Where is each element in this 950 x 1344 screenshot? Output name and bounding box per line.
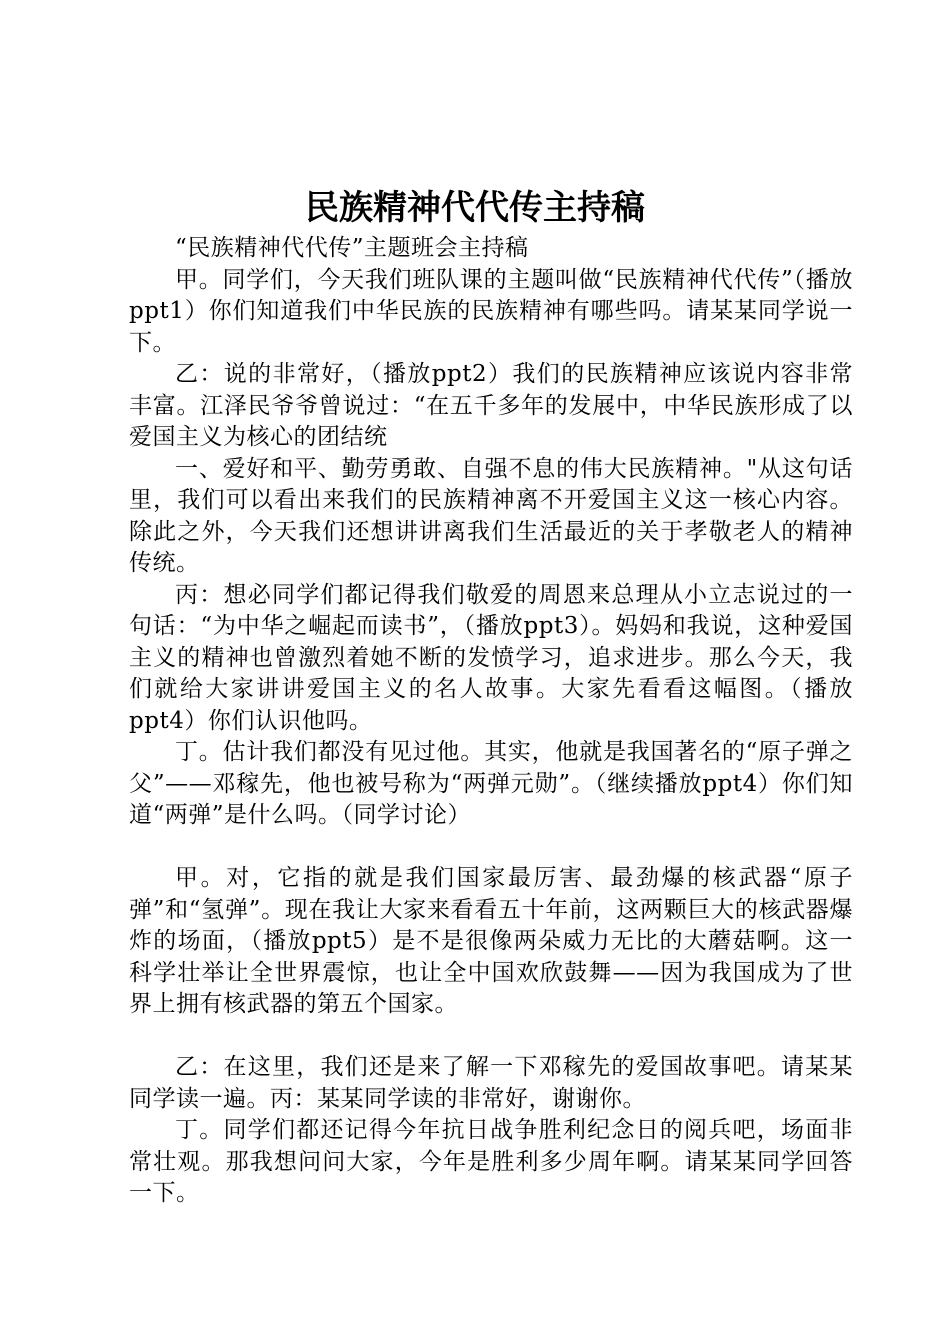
- paragraph-subtitle: “民族精神代代传”主题班会主持稿: [175, 235, 529, 261]
- paragraph-yi-1: 乙：说的非常好，（播放ppt2）我们的民族精神应该说内容非常丰富。江泽民爷爷曾说过：“在五千多年的发展中，中华民族形成了以爱国主义为核心的团结统: [129, 361, 853, 450]
- paragraph-spacer: [129, 832, 853, 864]
- paragraph-continuation: 一、爱好和平、勤劳勇敢、自强不息的伟大民族精神。"从这句话里，我们可以看出来我们的民族精神离不开爱国主义这一核心内容。除此之外，今天我们还想讲讲离我们生活最近的关于孝敬老人的精神传统。: [129, 455, 853, 576]
- document-title: 民族精神代代传主持稿: [305, 188, 645, 228]
- paragraph-ding-2: 丁。同学们都还记得今年抗日战争胜利纪念日的阅兵吧，场面非常壮观。那我想问问大家，今年是胜利多少周年啊。请某某同学回答一下。: [129, 1117, 853, 1206]
- paragraph-jia-1: 甲。同学们，今天我们班队课的主题叫做“民族精神代代传”（播放ppt1）你们知道我们中华民族的民族精神有哪些吗。请某某同学说一下。: [129, 266, 853, 356]
- paragraph-ding-1: 丁。估计我们都没有见过他。其实，他就是我国著名的“原子弹之父”——邓稼先，他也被号称为“两弹元勋”。（继续播放ppt4）你们知道“两弹”是什么吗。（同学讨论）: [129, 739, 853, 828]
- paragraph-jia-2: 甲。对，它指的就是我们国家最厉害、最劲爆的核武器“原子弹”和“氢弹”。现在我让大家来看看五十年前，这两颗巨大的核武器爆炸的场面，（播放ppt5）是不是很像两朵威力无比的大蘑菇啊。这一科学壮举让全世界震惊，也让全中国欢欣鼓舞——因为我国成为了世界上拥有核武器的第五个国家。: [129, 865, 853, 1017]
- paragraph-spacer: [129, 1021, 853, 1053]
- paragraph-yi-2: 乙：在这里，我们还是来了解一下邓稼先的爱国故事吧。请某某同学读一遍。丙：某某同学读的非常好，谢谢你。: [129, 1054, 853, 1112]
- document-body: [129, 233, 853, 1210]
- paragraph-bing-1: 丙：想必同学们都记得我们敬爱的周恩来总理从小立志说过的一句话：“为中华之崛起而读书”，（播放ppt3）。妈妈和我说，这种爱国主义的精神也曾激烈着她不断的发愤学习，追求进步。那么今天，我们就给大家讲讲爱国主义的名人故事。大家先看看这幅图。（播放ppt4）你们认识他吗。: [129, 581, 853, 734]
